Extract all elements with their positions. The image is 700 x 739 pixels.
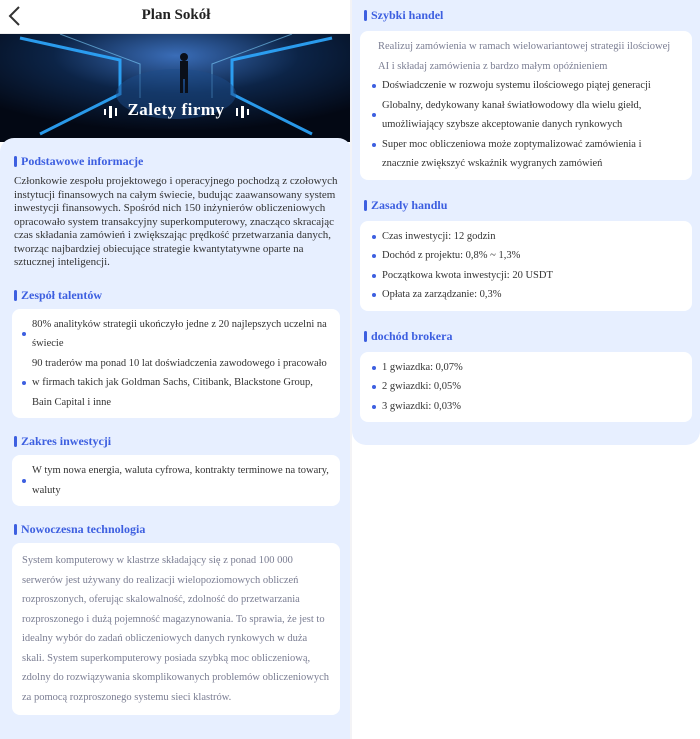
section-title-text: Zakres inwestycji bbox=[21, 434, 112, 448]
section-marker-icon bbox=[364, 10, 367, 21]
content-panel bbox=[0, 138, 352, 739]
list-item: Początkowa kwota inwestycji: 20 USDT bbox=[372, 266, 680, 286]
section-title-talent bbox=[14, 288, 338, 303]
list-item: W tym nowa energia, waluta cyfrowa, kontrakty terminowe na towary, waluty bbox=[22, 461, 330, 500]
page-title: Plan Sokół bbox=[141, 7, 211, 23]
section-title-text: Nowoczesna technologia bbox=[21, 522, 146, 536]
section-marker-icon bbox=[364, 331, 367, 342]
list-item: Opłata za zarządzanie: 0,3% bbox=[372, 285, 680, 305]
section-marker-icon bbox=[14, 524, 17, 535]
section-title-quick bbox=[364, 8, 690, 23]
top-bar bbox=[0, 0, 352, 34]
section-title-text: Szybki handel bbox=[371, 8, 444, 22]
rules-card bbox=[360, 221, 692, 311]
section-marker-icon bbox=[14, 290, 17, 301]
tech-text: System komputerowy w klastrze składający się z ponad 100 000 serwerów jest używany do realizacji wielopoziomowych obliczeń rozproszonych, oferując skalowalność, zdolność do przetwarzania rozproszonego i dużą pojemność magazynowania. To sprawia, że jest to idealny wybór do zadań obliczeniowych danych rynkowych w duża skali. System superkomputerowy posiada szybką moc obliczeniową, zdolny do rozwiązywania skomplikowanych problemów obliczeniowych za pomocą rozproszonego systemu sieci klastrów. bbox=[22, 555, 330, 703]
list-item: 3 gwiazdki: 0,03% bbox=[372, 397, 680, 417]
list-item: Doświadczenie w rozwoju systemu ilościowego piątej generacji bbox=[372, 76, 680, 96]
section-title-rules bbox=[364, 198, 690, 213]
list-item: 80% analityków strategii ukończyło jedne z 20 najlepszych uczelni na świecie bbox=[22, 315, 330, 354]
section-title-text: Zasady handlu bbox=[371, 197, 448, 212]
basic-info-text: Członkowie zespołu projektowego i operacyjnego pochodzą z czołowych instytucji finansowych na całym świecie, budując zaawansowany system inwestycji finansowych. Spośród nich 150 inżynierów obliczeniowych opracowało system transakcyjny superkomputerowy, znacząco skracając czas składania zamówień i zwiększając prędkość przetwarzania danych, tworząc najbardziej obiecujące strategie kwantytatywne oparte na sztucznej inteligencji. bbox=[14, 175, 338, 268]
quick-intro: Realizuj zamówienia w ramach wielowariantowej strategii ilościowej AI i składaj zamówienia z bardzo małym opóźnieniem bbox=[378, 41, 671, 72]
list-item: 2 gwiazdki: 0,05% bbox=[372, 377, 680, 397]
list-item: 90 traderów ma ponad 10 lat doświadczenia zawodowego i pracowało bbox=[32, 357, 327, 369]
list-item: w firmach takich jak Goldman Sachs, Citibank, Blackstone Group, Bain Capital i inne bbox=[22, 373, 330, 412]
list-item: 1 gwiazdka: 0,07% bbox=[372, 358, 680, 378]
section-title-basic bbox=[14, 154, 338, 169]
list-item: Czas inwestycji: 12 godzin bbox=[372, 227, 680, 247]
hero-banner bbox=[0, 34, 352, 142]
section-title-text: Podstawowe informacje bbox=[21, 154, 144, 168]
scope-card bbox=[12, 455, 340, 506]
hero-background-image bbox=[0, 34, 352, 142]
section-marker-icon bbox=[14, 436, 17, 447]
section-title-text: Zespół talentów bbox=[21, 287, 102, 302]
list-item: Globalny, dedykowany kanał światłowodowy dla wielu giełd, umożliwiający szybsze akceptowanie danych rynkowych bbox=[372, 96, 680, 135]
tech-card bbox=[12, 543, 340, 715]
list-item: Super moc obliczeniowa może zoptymalizować zamówienia i znacznie zwiększyć wskaźnik wygranych zamówień bbox=[372, 135, 680, 174]
section-title-scope bbox=[14, 434, 338, 449]
broker-card bbox=[360, 352, 692, 423]
list-item: Dochód z projektu: 0,8% ~ 1,3% bbox=[372, 246, 680, 266]
section-marker-icon bbox=[14, 156, 17, 167]
section-title-tech bbox=[14, 522, 338, 537]
right-page bbox=[352, 0, 700, 445]
section-title-text: dochód brokera bbox=[371, 328, 453, 343]
quick-card bbox=[360, 31, 692, 180]
section-marker-icon bbox=[364, 200, 367, 211]
section-title-broker bbox=[364, 329, 690, 344]
hero-title: Zalety firmy bbox=[127, 100, 225, 119]
talent-card bbox=[12, 309, 340, 419]
